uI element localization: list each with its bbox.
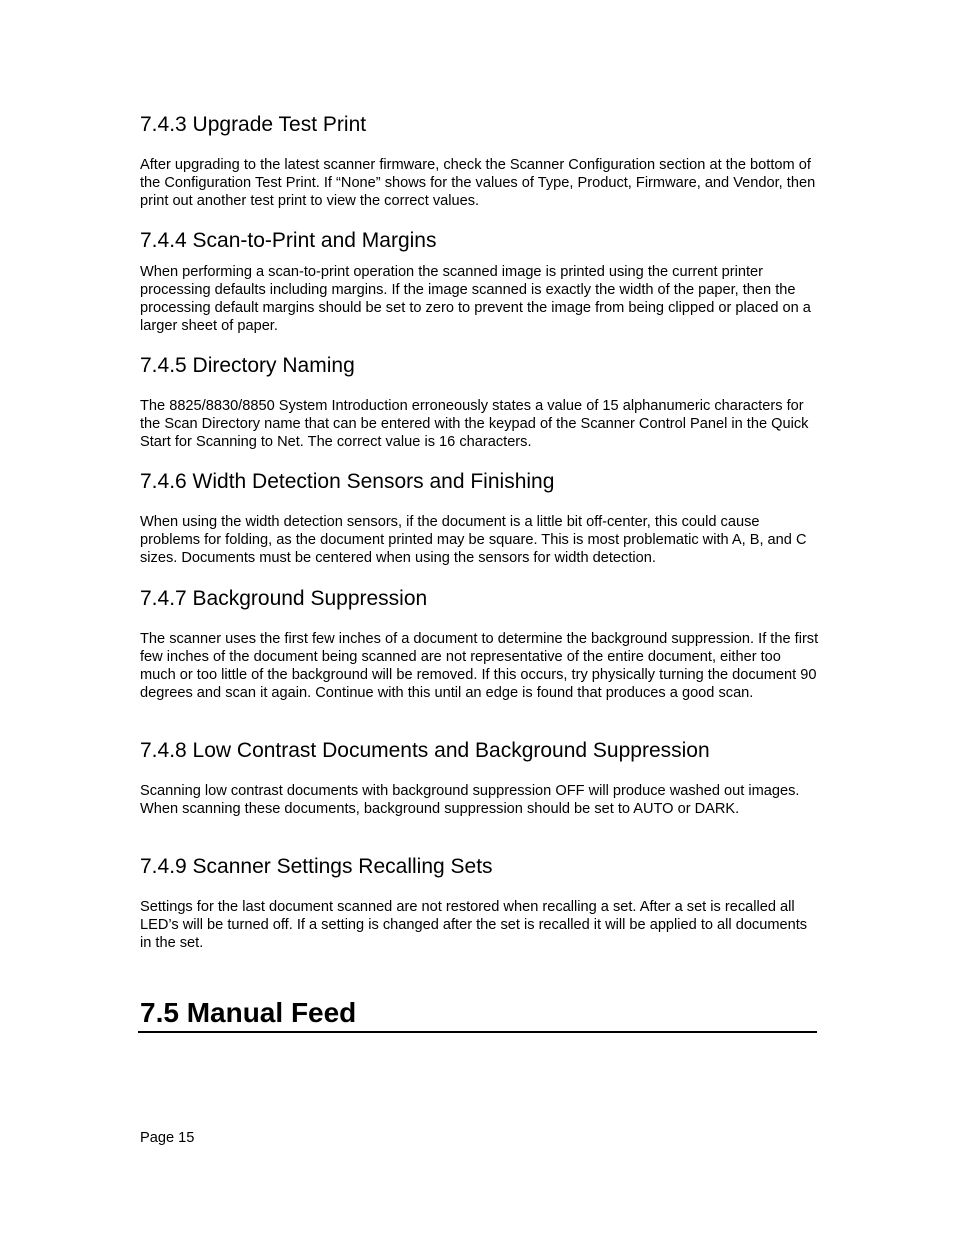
section-body-7-4-8: Scanning low contrast documents with background suppression OFF will produce washed out images. When scanning these documents, background suppression should be set to AUTO or DARK. xyxy=(140,783,800,817)
heading-rule xyxy=(138,1031,817,1033)
page-number: Page 15 xyxy=(140,1130,195,1146)
section-body-7-4-4: When performing a scan-to-print operation the scanned image is printed using the current printer processing defaults including margins. If the image scanned is exactly the width of the paper, then the processing default margins should be set to zero to prevent the image from being clipped or placed on a larger sheet of paper. xyxy=(140,264,811,334)
section-body-7-4-6: When using the width detection sensors, if the document is a little bit off-center, this could cause problems for folding, as the document printed may be square. This is most problematic with A, B, and C sizes. Documents must be centered when using the sensors for width detection. xyxy=(140,514,807,566)
section-heading-7-4-9: 7.4.9 Scanner Settings Recalling Sets xyxy=(140,855,493,878)
section-heading-7-4-8: 7.4.8 Low Contrast Documents and Background Suppression xyxy=(140,739,710,762)
section-heading-7-4-4: 7.4.4 Scan-to-Print and Margins xyxy=(140,229,437,252)
section-heading-7-4-6: 7.4.6 Width Detection Sensors and Finishing xyxy=(140,470,555,493)
section-body-7-4-9: Settings for the last document scanned are not restored when recalling a set. After a set is recalled all LED’s will be turned off. If a setting is changed after the set is recalled it will be applied to all documents in the set. xyxy=(140,899,808,951)
section-body-7-4-3: After upgrading to the latest scanner firmware, check the Scanner Configuration section at the bottom of the Configuration Test Print. If “None” shows for the values of Type, Product, Firmware, and Vendor, then print out another test print to view the correct values. xyxy=(140,157,816,209)
section-heading-7-4-5: 7.4.5 Directory Naming xyxy=(140,354,355,377)
major-heading: 7.5 Manual Feed xyxy=(140,997,357,1028)
section-body-7-4-7: The scanner uses the first few inches of a document to determine the background suppression. If the first few inches of the document being scanned are not representative of the entire document, either too much or too little of the background will be removed. If this occurs, try physically turning the document 90 degrees and scan it again. Continue with this until an edge is found that produces a good scan. xyxy=(140,631,819,701)
section-heading-7-4-3: 7.4.3 Upgrade Test Print xyxy=(140,113,367,136)
section-heading-7-4-7: 7.4.7 Background Suppression xyxy=(140,587,428,610)
section-body-7-4-5: The 8825/8830/8850 System Introduction erroneously states a value of 15 alphanumeric characters for the Scan Directory name that can be entered with the keypad of the Scanner Control Panel in the Quick Start for Scanning to Net. The correct value is 16 characters. xyxy=(140,398,809,450)
